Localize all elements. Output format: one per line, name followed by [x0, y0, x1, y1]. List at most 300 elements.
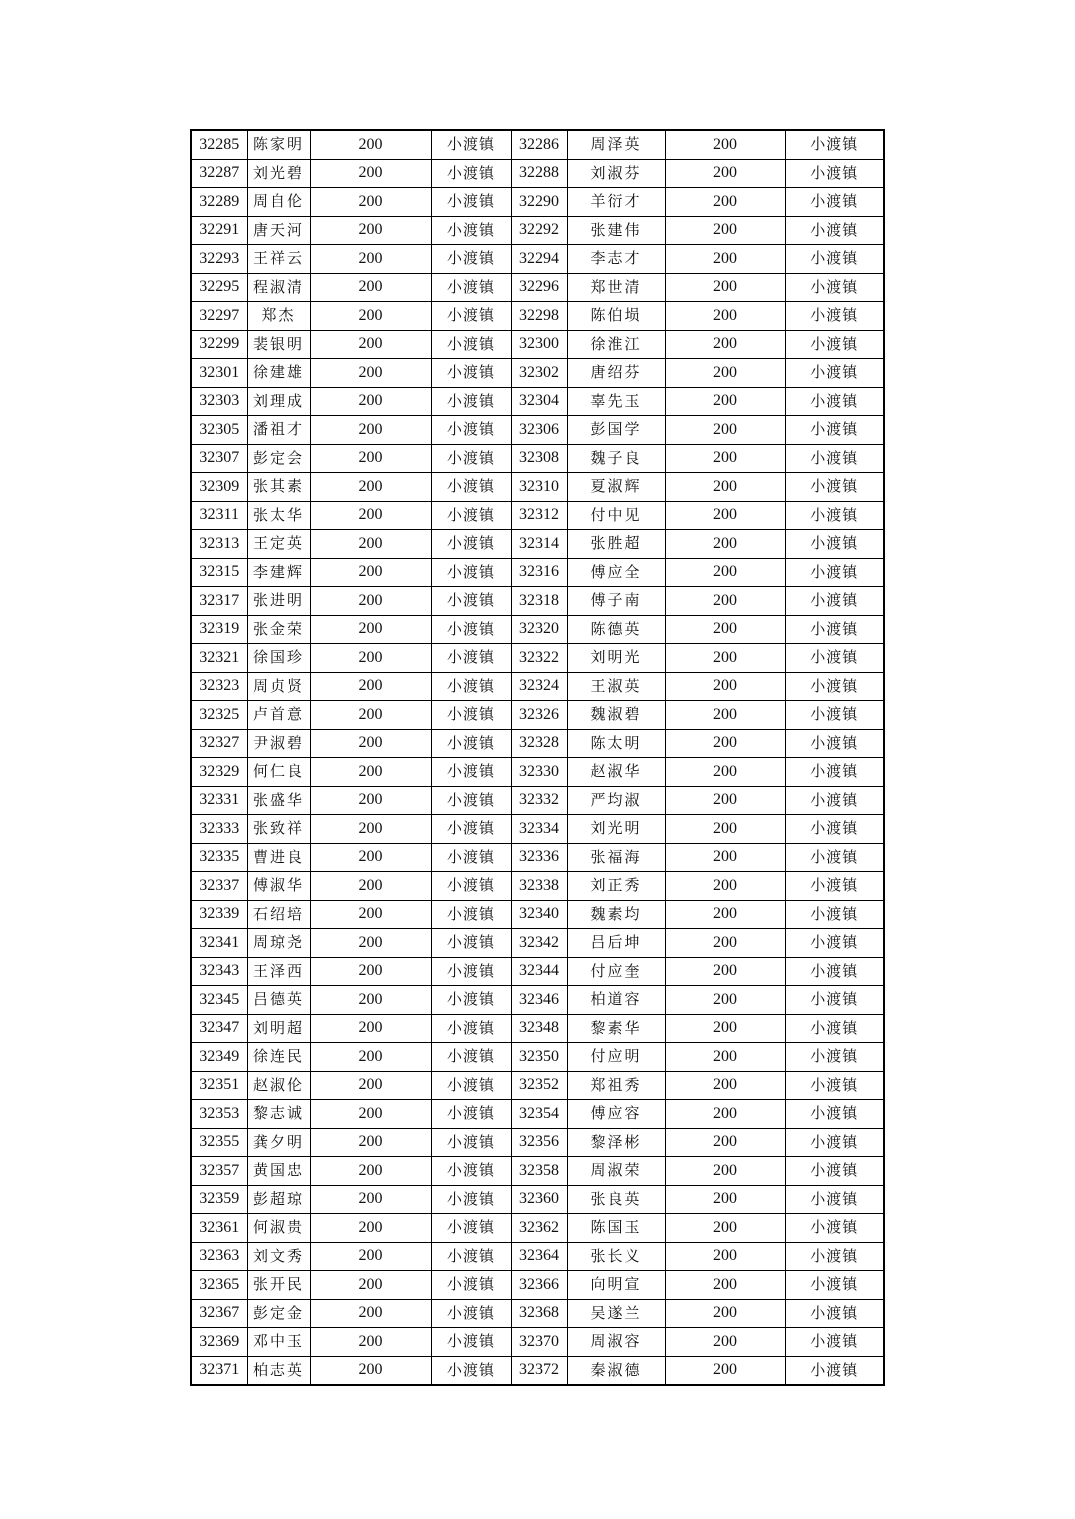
record-id-cell: 32357 [191, 1157, 247, 1186]
town-cell: 小渡镇 [431, 273, 511, 302]
amount-cell: 200 [665, 843, 785, 872]
town-cell: 小渡镇 [785, 786, 884, 815]
table-row [191, 1043, 884, 1072]
person-name-cell: 严均淑 [567, 786, 665, 815]
record-id-cell: 32360 [511, 1185, 567, 1214]
person-name-cell: 刘文秀 [247, 1242, 310, 1271]
person-name-cell: 张建伟 [567, 216, 665, 245]
town-cell: 小渡镇 [785, 1356, 884, 1385]
town-cell: 小渡镇 [431, 1242, 511, 1271]
person-name-cell: 张开民 [247, 1271, 310, 1300]
amount-cell: 200 [665, 245, 785, 274]
record-id-cell: 32344 [511, 957, 567, 986]
amount-cell: 200 [310, 1128, 431, 1157]
town-cell: 小渡镇 [785, 758, 884, 787]
record-id-cell: 32359 [191, 1185, 247, 1214]
amount-cell: 200 [665, 672, 785, 701]
town-cell: 小渡镇 [431, 672, 511, 701]
amount-cell: 200 [310, 758, 431, 787]
town-cell: 小渡镇 [431, 872, 511, 901]
table-row [191, 1014, 884, 1043]
amount-cell: 200 [310, 1014, 431, 1043]
table-row [191, 1214, 884, 1243]
town-cell: 小渡镇 [785, 1185, 884, 1214]
person-name-cell: 王祥云 [247, 245, 310, 274]
town-cell: 小渡镇 [431, 957, 511, 986]
town-cell: 小渡镇 [431, 1128, 511, 1157]
record-id-cell: 32304 [511, 387, 567, 416]
amount-cell: 200 [665, 1071, 785, 1100]
record-id-cell: 32313 [191, 530, 247, 559]
amount-cell: 200 [310, 1299, 431, 1328]
amount-cell: 200 [665, 1185, 785, 1214]
town-cell: 小渡镇 [785, 359, 884, 388]
town-cell: 小渡镇 [785, 530, 884, 559]
record-id-cell: 32371 [191, 1356, 247, 1385]
record-id-cell: 32315 [191, 558, 247, 587]
record-id-cell: 32329 [191, 758, 247, 787]
table-row [191, 872, 884, 901]
person-name-cell: 刘正秀 [567, 872, 665, 901]
record-id-cell: 32352 [511, 1071, 567, 1100]
record-id-cell: 32331 [191, 786, 247, 815]
town-cell: 小渡镇 [785, 1014, 884, 1043]
table-row [191, 729, 884, 758]
person-name-cell: 夏淑辉 [567, 473, 665, 502]
town-cell: 小渡镇 [431, 900, 511, 929]
amount-cell: 200 [310, 273, 431, 302]
town-cell: 小渡镇 [785, 130, 884, 159]
amount-cell: 200 [665, 530, 785, 559]
person-name-cell: 秦淑德 [567, 1356, 665, 1385]
person-name-cell: 王泽西 [247, 957, 310, 986]
record-id-cell: 32372 [511, 1356, 567, 1385]
table-row [191, 473, 884, 502]
amount-cell: 200 [665, 957, 785, 986]
person-name-cell: 王淑英 [567, 672, 665, 701]
record-id-cell: 32351 [191, 1071, 247, 1100]
town-cell: 小渡镇 [431, 159, 511, 188]
table-row [191, 159, 884, 188]
town-cell: 小渡镇 [431, 130, 511, 159]
record-id-cell: 32363 [191, 1242, 247, 1271]
person-name-cell: 潘祖才 [247, 416, 310, 445]
table-row [191, 530, 884, 559]
record-id-cell: 32348 [511, 1014, 567, 1043]
person-name-cell: 黎泽彬 [567, 1128, 665, 1157]
record-id-cell: 32368 [511, 1299, 567, 1328]
table-row [191, 815, 884, 844]
town-cell: 小渡镇 [785, 872, 884, 901]
town-cell: 小渡镇 [431, 786, 511, 815]
amount-cell: 200 [665, 758, 785, 787]
town-cell: 小渡镇 [785, 729, 884, 758]
person-name-cell: 陈伯埙 [567, 302, 665, 331]
person-name-cell: 徐建雄 [247, 359, 310, 388]
amount-cell: 200 [310, 929, 431, 958]
record-id-cell: 32354 [511, 1100, 567, 1129]
person-name-cell: 徐淮江 [567, 330, 665, 359]
record-id-cell: 32289 [191, 188, 247, 217]
table-row [191, 957, 884, 986]
town-cell: 小渡镇 [431, 473, 511, 502]
record-id-cell: 32328 [511, 729, 567, 758]
town-cell: 小渡镇 [431, 1299, 511, 1328]
town-cell: 小渡镇 [785, 302, 884, 331]
amount-cell: 200 [310, 245, 431, 274]
record-id-cell: 32333 [191, 815, 247, 844]
town-cell: 小渡镇 [431, 1214, 511, 1243]
town-cell: 小渡镇 [785, 1299, 884, 1328]
person-name-cell: 李志才 [567, 245, 665, 274]
person-name-cell: 赵淑伦 [247, 1071, 310, 1100]
subsidy-roster-table [190, 129, 885, 1386]
town-cell: 小渡镇 [785, 644, 884, 673]
amount-cell: 200 [665, 872, 785, 901]
record-id-cell: 32339 [191, 900, 247, 929]
amount-cell: 200 [310, 1271, 431, 1300]
amount-cell: 200 [665, 729, 785, 758]
person-name-cell: 张盛华 [247, 786, 310, 815]
person-name-cell: 周泽英 [567, 130, 665, 159]
amount-cell: 200 [665, 1014, 785, 1043]
town-cell: 小渡镇 [431, 359, 511, 388]
person-name-cell: 何淑贵 [247, 1214, 310, 1243]
amount-cell: 200 [310, 900, 431, 929]
town-cell: 小渡镇 [785, 188, 884, 217]
person-name-cell: 刘理成 [247, 387, 310, 416]
town-cell: 小渡镇 [785, 473, 884, 502]
town-cell: 小渡镇 [785, 900, 884, 929]
record-id-cell: 32311 [191, 501, 247, 530]
record-id-cell: 32343 [191, 957, 247, 986]
person-name-cell: 辜先玉 [567, 387, 665, 416]
town-cell: 小渡镇 [431, 929, 511, 958]
person-name-cell: 何仁良 [247, 758, 310, 787]
record-id-cell: 32332 [511, 786, 567, 815]
town-cell: 小渡镇 [785, 929, 884, 958]
record-id-cell: 32358 [511, 1157, 567, 1186]
amount-cell: 200 [310, 558, 431, 587]
amount-cell: 200 [310, 530, 431, 559]
town-cell: 小渡镇 [785, 986, 884, 1015]
table-row [191, 416, 884, 445]
table-row [191, 1185, 884, 1214]
person-name-cell: 陈德英 [567, 615, 665, 644]
amount-cell: 200 [665, 302, 785, 331]
person-name-cell: 傅应容 [567, 1100, 665, 1129]
table-row [191, 273, 884, 302]
town-cell: 小渡镇 [431, 1014, 511, 1043]
amount-cell: 200 [310, 444, 431, 473]
town-cell: 小渡镇 [785, 1328, 884, 1357]
table-row [191, 245, 884, 274]
amount-cell: 200 [665, 1356, 785, 1385]
town-cell: 小渡镇 [785, 1157, 884, 1186]
person-name-cell: 付中见 [567, 501, 665, 530]
person-name-cell: 唐绍芬 [567, 359, 665, 388]
amount-cell: 200 [310, 815, 431, 844]
person-name-cell: 傅应全 [567, 558, 665, 587]
person-name-cell: 邓中玉 [247, 1328, 310, 1357]
person-name-cell: 唐天河 [247, 216, 310, 245]
amount-cell: 200 [665, 900, 785, 929]
amount-cell: 200 [310, 1242, 431, 1271]
amount-cell: 200 [665, 1043, 785, 1072]
record-id-cell: 32292 [511, 216, 567, 245]
amount-cell: 200 [310, 416, 431, 445]
table-row [191, 900, 884, 929]
town-cell: 小渡镇 [431, 530, 511, 559]
record-id-cell: 32312 [511, 501, 567, 530]
record-id-cell: 32355 [191, 1128, 247, 1157]
record-id-cell: 32347 [191, 1014, 247, 1043]
town-cell: 小渡镇 [785, 1071, 884, 1100]
person-name-cell: 彭国学 [567, 416, 665, 445]
person-name-cell: 卢首意 [247, 701, 310, 730]
record-id-cell: 32346 [511, 986, 567, 1015]
table-row [191, 188, 884, 217]
table-row [191, 786, 884, 815]
person-name-cell: 曹进良 [247, 843, 310, 872]
amount-cell: 200 [665, 444, 785, 473]
person-name-cell: 陈国玉 [567, 1214, 665, 1243]
town-cell: 小渡镇 [431, 1043, 511, 1072]
town-cell: 小渡镇 [785, 587, 884, 616]
record-id-cell: 32334 [511, 815, 567, 844]
record-id-cell: 32336 [511, 843, 567, 872]
person-name-cell: 张进明 [247, 587, 310, 616]
person-name-cell: 柏道容 [567, 986, 665, 1015]
amount-cell: 200 [665, 1100, 785, 1129]
record-id-cell: 32361 [191, 1214, 247, 1243]
amount-cell: 200 [665, 216, 785, 245]
amount-cell: 200 [310, 872, 431, 901]
record-id-cell: 32364 [511, 1242, 567, 1271]
person-name-cell: 张金荣 [247, 615, 310, 644]
person-name-cell: 张良英 [567, 1185, 665, 1214]
amount-cell: 200 [310, 188, 431, 217]
person-name-cell: 刘光明 [567, 815, 665, 844]
record-id-cell: 32337 [191, 872, 247, 901]
amount-cell: 200 [310, 729, 431, 758]
person-name-cell: 刘淑芬 [567, 159, 665, 188]
person-name-cell: 彭定会 [247, 444, 310, 473]
town-cell: 小渡镇 [431, 245, 511, 274]
town-cell: 小渡镇 [785, 615, 884, 644]
amount-cell: 200 [665, 986, 785, 1015]
town-cell: 小渡镇 [431, 587, 511, 616]
town-cell: 小渡镇 [785, 957, 884, 986]
record-id-cell: 32314 [511, 530, 567, 559]
record-id-cell: 32286 [511, 130, 567, 159]
town-cell: 小渡镇 [431, 387, 511, 416]
record-id-cell: 32349 [191, 1043, 247, 1072]
table-row [191, 1271, 884, 1300]
town-cell: 小渡镇 [431, 1185, 511, 1214]
record-id-cell: 32303 [191, 387, 247, 416]
record-id-cell: 32367 [191, 1299, 247, 1328]
record-id-cell: 32345 [191, 986, 247, 1015]
amount-cell: 200 [665, 644, 785, 673]
amount-cell: 200 [310, 1043, 431, 1072]
record-id-cell: 32299 [191, 330, 247, 359]
record-id-cell: 32365 [191, 1271, 247, 1300]
record-id-cell: 32301 [191, 359, 247, 388]
town-cell: 小渡镇 [785, 1214, 884, 1243]
person-name-cell: 程淑清 [247, 273, 310, 302]
record-id-cell: 32322 [511, 644, 567, 673]
town-cell: 小渡镇 [785, 159, 884, 188]
town-cell: 小渡镇 [431, 416, 511, 445]
person-name-cell: 羊衍才 [567, 188, 665, 217]
amount-cell: 200 [665, 1299, 785, 1328]
roster-body [191, 130, 884, 1385]
table-row [191, 758, 884, 787]
amount-cell: 200 [310, 986, 431, 1015]
table-row [191, 701, 884, 730]
town-cell: 小渡镇 [431, 444, 511, 473]
person-name-cell: 李建辉 [247, 558, 310, 587]
record-id-cell: 32340 [511, 900, 567, 929]
person-name-cell: 周贞贤 [247, 672, 310, 701]
record-id-cell: 32324 [511, 672, 567, 701]
record-id-cell: 32310 [511, 473, 567, 502]
amount-cell: 200 [665, 701, 785, 730]
record-id-cell: 32291 [191, 216, 247, 245]
record-id-cell: 32298 [511, 302, 567, 331]
person-name-cell: 刘光碧 [247, 159, 310, 188]
table-row [191, 1071, 884, 1100]
person-name-cell: 张致祥 [247, 815, 310, 844]
amount-cell: 200 [665, 1271, 785, 1300]
town-cell: 小渡镇 [785, 1271, 884, 1300]
record-id-cell: 32335 [191, 843, 247, 872]
table-row [191, 330, 884, 359]
record-id-cell: 32320 [511, 615, 567, 644]
town-cell: 小渡镇 [431, 1328, 511, 1357]
person-name-cell: 刘明超 [247, 1014, 310, 1043]
table-row [191, 986, 884, 1015]
person-name-cell: 黎素华 [567, 1014, 665, 1043]
town-cell: 小渡镇 [785, 701, 884, 730]
record-id-cell: 32306 [511, 416, 567, 445]
amount-cell: 200 [310, 473, 431, 502]
amount-cell: 200 [665, 1157, 785, 1186]
record-id-cell: 32290 [511, 188, 567, 217]
amount-cell: 200 [665, 416, 785, 445]
town-cell: 小渡镇 [431, 815, 511, 844]
person-name-cell: 尹淑碧 [247, 729, 310, 758]
table-row [191, 444, 884, 473]
record-id-cell: 32300 [511, 330, 567, 359]
table-row [191, 1242, 884, 1271]
table-row [191, 501, 884, 530]
town-cell: 小渡镇 [785, 245, 884, 274]
person-name-cell: 周自伦 [247, 188, 310, 217]
amount-cell: 200 [665, 159, 785, 188]
table-row [191, 558, 884, 587]
record-id-cell: 32316 [511, 558, 567, 587]
person-name-cell: 陈太明 [567, 729, 665, 758]
table-row [191, 843, 884, 872]
table-row [191, 387, 884, 416]
town-cell: 小渡镇 [431, 1100, 511, 1129]
person-name-cell: 张其素 [247, 473, 310, 502]
amount-cell: 200 [310, 130, 431, 159]
town-cell: 小渡镇 [431, 701, 511, 730]
amount-cell: 200 [665, 387, 785, 416]
record-id-cell: 32307 [191, 444, 247, 473]
table-row [191, 615, 884, 644]
person-name-cell: 张胜超 [567, 530, 665, 559]
record-id-cell: 32326 [511, 701, 567, 730]
amount-cell: 200 [665, 501, 785, 530]
amount-cell: 200 [665, 587, 785, 616]
town-cell: 小渡镇 [431, 330, 511, 359]
amount-cell: 200 [665, 815, 785, 844]
record-id-cell: 32321 [191, 644, 247, 673]
town-cell: 小渡镇 [785, 416, 884, 445]
person-name-cell: 付应明 [567, 1043, 665, 1072]
table-row [191, 359, 884, 388]
person-name-cell: 赵淑华 [567, 758, 665, 787]
table-row [191, 1128, 884, 1157]
record-id-cell: 32369 [191, 1328, 247, 1357]
amount-cell: 200 [665, 786, 785, 815]
record-id-cell: 32318 [511, 587, 567, 616]
person-name-cell: 王定英 [247, 530, 310, 559]
amount-cell: 200 [310, 1100, 431, 1129]
amount-cell: 200 [310, 302, 431, 331]
person-name-cell: 魏素均 [567, 900, 665, 929]
town-cell: 小渡镇 [785, 815, 884, 844]
record-id-cell: 32317 [191, 587, 247, 616]
town-cell: 小渡镇 [431, 558, 511, 587]
amount-cell: 200 [310, 786, 431, 815]
person-name-cell: 吴遂兰 [567, 1299, 665, 1328]
record-id-cell: 32370 [511, 1328, 567, 1357]
town-cell: 小渡镇 [431, 986, 511, 1015]
town-cell: 小渡镇 [431, 1271, 511, 1300]
record-id-cell: 32341 [191, 929, 247, 958]
record-id-cell: 32295 [191, 273, 247, 302]
town-cell: 小渡镇 [785, 1242, 884, 1271]
person-name-cell: 向明宣 [567, 1271, 665, 1300]
amount-cell: 200 [665, 1214, 785, 1243]
amount-cell: 200 [665, 188, 785, 217]
amount-cell: 200 [310, 1071, 431, 1100]
record-id-cell: 32353 [191, 1100, 247, 1129]
amount-cell: 200 [310, 1328, 431, 1357]
town-cell: 小渡镇 [431, 615, 511, 644]
town-cell: 小渡镇 [785, 843, 884, 872]
record-id-cell: 32287 [191, 159, 247, 188]
record-id-cell: 32288 [511, 159, 567, 188]
town-cell: 小渡镇 [785, 672, 884, 701]
amount-cell: 200 [665, 615, 785, 644]
person-name-cell: 周淑荣 [567, 1157, 665, 1186]
amount-cell: 200 [310, 159, 431, 188]
amount-cell: 200 [665, 558, 785, 587]
table-row [191, 672, 884, 701]
amount-cell: 200 [665, 473, 785, 502]
amount-cell: 200 [310, 672, 431, 701]
amount-cell: 200 [310, 359, 431, 388]
town-cell: 小渡镇 [785, 216, 884, 245]
person-name-cell: 石绍培 [247, 900, 310, 929]
record-id-cell: 32319 [191, 615, 247, 644]
